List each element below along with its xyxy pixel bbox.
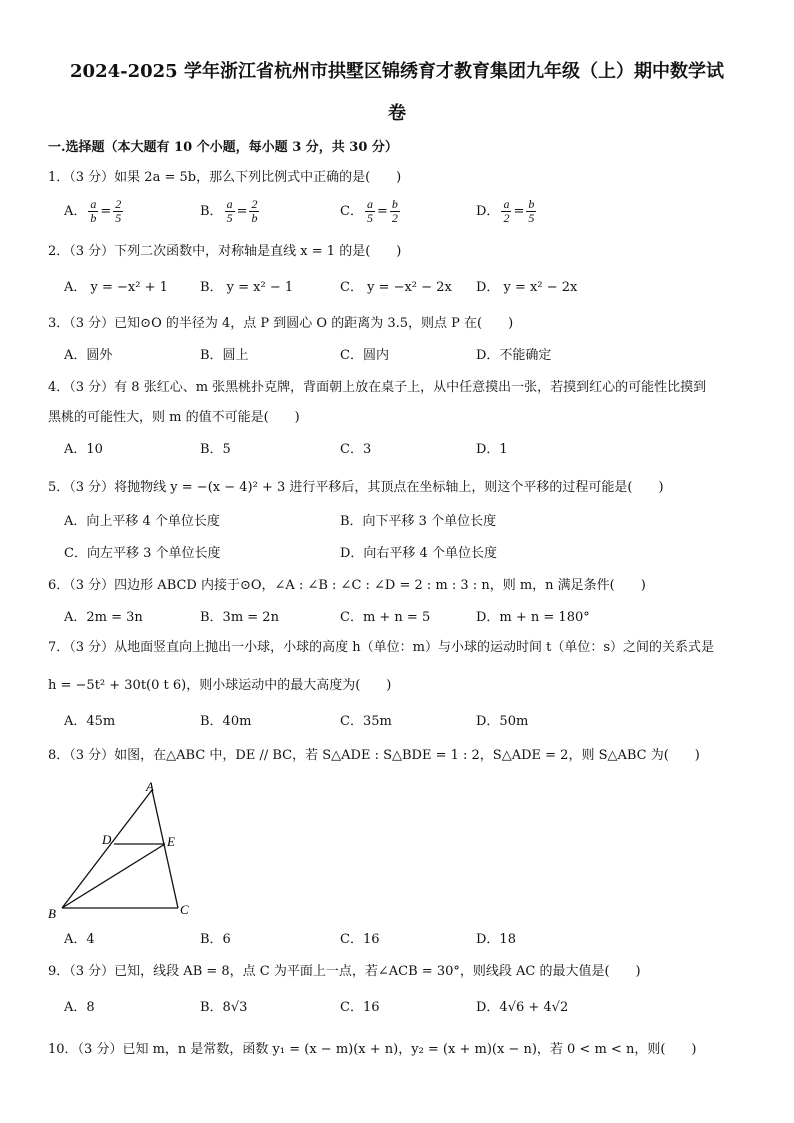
q2-option-c: C． y = −x² − 2x [340, 280, 452, 295]
q4-option-a: A．10 [64, 442, 103, 457]
q2-option-d: D． y = x² − 2x [476, 280, 578, 295]
vertex-label-d: D [102, 832, 112, 847]
q9-option-c: C．16 [340, 1000, 380, 1015]
question-4-stem-line2: 黑桃的可能性大，则 m 的值不可能是( ) [48, 410, 300, 425]
question-1-stem: 1．（3 分）如果 2a = 5b，那么下列比例式中正确的是( ) [48, 170, 402, 185]
vertex-label-b: B [48, 906, 56, 921]
segment-be [62, 844, 165, 908]
q2-option-a: A． y = −x² + 1 [64, 280, 168, 295]
q5-option-c: C．向左平移 3 个单位长度 [64, 546, 221, 561]
q7-option-a: A．45m [64, 714, 116, 729]
q7-option-b: B．40m [200, 714, 252, 729]
q8-option-d: D．18 [476, 932, 516, 947]
vertex-label-a: A [146, 779, 154, 794]
vertex-label-e: E [167, 834, 175, 849]
q4-option-c: C．3 [340, 442, 372, 457]
question-2-stem: 2．（3 分）下列二次函数中，对称轴是直线 x = 1 的是( ) [48, 244, 402, 259]
q8-option-a: A．4 [64, 932, 95, 947]
q5-option-a: A．向上平移 4 个单位长度 [64, 514, 220, 529]
question-7-stem-line2: h = −5t² + 30t(0 t 6)，则小球运动中的最大高度为( ) [48, 678, 392, 693]
q9-option-b: B．8√3 [200, 1000, 248, 1015]
question-10-stem: 10．（3 分）已知 m，n 是常数，函数 y₁ = (x − m)(x + n)，y₂ = (x + m)(x − n)，若 0 < m < n，则( ) [48, 1042, 697, 1057]
question-5-stem: 5．（3 分）将抛物线 y = −(x − 4)² + 3 进行平移后，其顶点在坐标轴上，则这个平移的过程可能是( ) [48, 480, 664, 495]
question-9-stem: 9．（3 分）已知，线段 AB = 8，点 C 为平面上一点，若∠ACB = 30°，则线段 AC 的最大值是( ) [48, 964, 641, 979]
q1-option-c: C． $\frac{a}{5}$ = $\frac{b}{2}$ [340, 197, 398, 225]
question-7-stem-line1: 7．（3 分）从地面竖直向上抛出一小球，小球的高度 h（单位：m）与小球的运动时间 t（单位：s）之间的关系式是 [48, 640, 715, 655]
q1-option-a: A． $\frac{a}{b}$ = $\frac{2}{5}$ [64, 197, 122, 225]
q3-option-b: B．圆上 [200, 348, 249, 363]
triangle-abc-figure [40, 778, 210, 923]
question-8-stem: 8．（3 分）如图，在△ABC 中，DE // BC，若 S△ADE : S△BDE = 1 : 2，S△ADE = 2，则 S△ABC 为( ) [48, 748, 700, 763]
q4-option-b: B．5 [200, 442, 231, 457]
side-ab [62, 790, 152, 908]
question-3-stem: 3．（3 分）已知⊙O 的半径为 4，点 P 到圆心 O 的距离为 3.5，则点 P 在( ) [48, 316, 514, 331]
q5-option-b: B．向下平移 3 个单位长度 [340, 514, 497, 529]
question-6-stem: 6．（3 分）四边形 ABCD 内接于⊙O，∠A : ∠B : ∠C : ∠D = 2 : m : 3 : n，则 m，n 满足条件( ) [48, 578, 646, 593]
q1-option-d: D． $\frac{a}{2}$ = $\frac{b}{5}$ [476, 197, 535, 225]
q8-option-b: B．6 [200, 932, 231, 947]
q6-option-c: C．m + n = 5 [340, 610, 431, 625]
q7-option-d: D．50m [476, 714, 529, 729]
exam-title-line2: 卷 [388, 103, 406, 124]
q3-option-d: D．不能确定 [476, 348, 552, 363]
q7-option-c: C．35m [340, 714, 392, 729]
q6-option-a: A．2m = 3n [64, 610, 143, 625]
q3-option-a: A．圆外 [64, 348, 113, 363]
q1-option-b: B． $\frac{a}{5}$ = $\frac{2}{b}$ [200, 197, 258, 225]
q6-option-b: B．3m = 2n [200, 610, 279, 625]
q8-option-c: C．16 [340, 932, 380, 947]
q2-option-b: B． y = x² − 1 [200, 280, 294, 295]
q6-option-d: D．m + n = 180° [476, 610, 590, 625]
q9-option-a: A．8 [64, 1000, 95, 1015]
question-4-stem-line1: 4．（3 分）有 8 张红心、m 张黑桃扑克牌，背面朝上放在桌子上，从中任意摸出一张，若摸到红心的可能性比摸到 [48, 380, 707, 395]
q9-option-d: D．4√6 + 4√2 [476, 1000, 569, 1015]
exam-title-line1: 2024-2025 学年浙江省杭州市拱墅区锦绣育才教育集团九年级（上）期中数学试 [70, 61, 724, 82]
q3-option-c: C．圆内 [340, 348, 389, 363]
q4-option-d: D．1 [476, 442, 508, 457]
vertex-label-c: C [180, 902, 189, 917]
q5-option-d: D．向右平移 4 个单位长度 [340, 546, 497, 561]
section-heading: 一.选择题（本大题有 10 个小题，每小题 3 分，共 30 分） [48, 140, 398, 155]
